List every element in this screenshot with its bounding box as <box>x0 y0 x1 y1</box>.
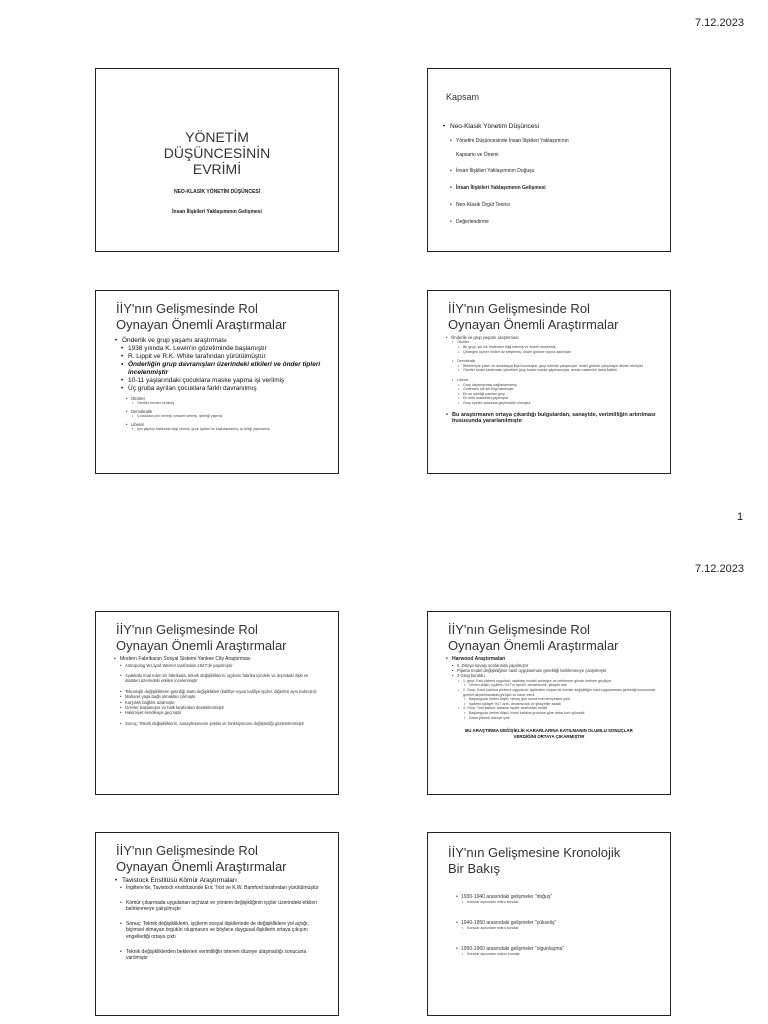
slide-subtitle: NEO-KLASİK YÖNETİM DÜŞÜNCESİ <box>173 189 261 195</box>
slide-heading: Kapsam <box>446 92 480 102</box>
list-item: • Önderlik ve grup yaşamı araştırması <box>446 335 662 340</box>
list-item: • 1940-1950 arasındaki gelişmeler "yükseliş" <box>456 921 660 926</box>
list-item: • İşçilerin şikâyet %17 arttı, devamsızlık ve şikayetler azaldı <box>464 702 660 707</box>
list-item: • Otoriter önder tarafından yönetilen grup kadar maske yapmamışlar, ancak maskeleri daha kaliteli <box>458 368 662 373</box>
list-item: • 1930-1940 arasındaki gelişmeler "doğuş" <box>456 895 660 900</box>
list-item: • Sonuç: Teknik değişikliklerin, sanayileşmenin şeklini ve fonksiyonunu değiştirdiği gözlemlenmiştir <box>120 721 310 726</box>
slide-heading: İİY'nın Gelişmesinde Rol Oynayan Önemli Araştırmalar <box>448 622 619 653</box>
list-item: • Değerlendirme <box>450 214 662 231</box>
list-item: • Başlangıçta üretim düştü, kısmi katılma grubuna göre daha hızlı yükseldi <box>464 711 660 716</box>
list-item: • Grup dayanışması sağlanamamış <box>458 383 662 388</box>
list-item: • Otoriter <box>452 340 662 345</box>
list-item: • Demokratik <box>126 409 332 414</box>
list-item: • R. Lippit ve R.K. White tarafından yürütülmüştür <box>120 353 332 361</box>
list-item: • Tavistock Enstitüsü Kömür Araştırmaları <box>114 877 328 885</box>
list-item: • En kötü maskeleri yapmışlar <box>458 396 662 401</box>
list-item: • Demokratik <box>452 359 662 364</box>
list-item: • İngiltere'de, Tavistock enstitüsünde Eric Trist ve K.W. Bamford tarafından yürütülmüştür <box>120 885 328 892</box>
list-item: • Modern Fabrikanın Sosyal Sistemi Yankee City Araştırması <box>114 656 330 663</box>
bullet-list <box>114 656 330 726</box>
slide-tavistock <box>95 832 339 1016</box>
list-item: • Konular açısından mikro konular <box>462 926 660 931</box>
list-item: • Çocuklara yön vermiş, cesaret vermiş, işbirliği yapmış <box>132 414 332 419</box>
list-item: • 10-11 yaşlarındaki çocuklara maske yapma işi verilmiş <box>120 377 332 385</box>
bullet-list <box>446 335 662 425</box>
list-item: • II. Dünya savaşı sonlarında yapılmıştır <box>452 663 660 668</box>
list-item: • Başlangıçta üretim düştü, birkaç gün sonra eski seviyesine çıktı <box>464 697 660 702</box>
list-item: • Daha yüksek düzeye çıktı <box>464 716 660 721</box>
list-item: • 1938 yılında K. Lewin'in gözetiminde başlamıştır <box>120 345 332 353</box>
list-item: • Teknik değişikliklerden beklenen verimliliğin istenen düzeye ulaşmadığı sonucuna varılmıştır <box>120 949 328 962</box>
page-date: 7.12.2023 <box>695 563 744 575</box>
list-item: • İnsan İlişkileri Yaklaşımının Gelişmesi <box>450 180 662 197</box>
list-item: • Konular açısından makro konular <box>462 952 660 957</box>
list-item: • Grevler başlamıştır ve halk tarafından desteklenmiştir <box>120 705 330 710</box>
list-item: • Bir grup, sık sık önderden bilgi istemiş ve önderi eleştirmiş <box>458 345 662 350</box>
list-item: • Karşılıklı bağlılık azalmıştır <box>120 700 330 705</box>
page-number: 1 <box>737 511 744 523</box>
bullet-list <box>442 119 662 231</box>
list-item: • Antropolog W.Llyod Warner tarafından 1947'de yapılmıştır <box>120 663 330 668</box>
slide-leadership-study <box>95 290 339 474</box>
bullet-list <box>456 895 660 957</box>
list-item: • 1. grup: Eski sistemi uyguladı: ustabaşı modeli anlatıyor ve belirlenen günde üretime geçiliyor <box>458 679 660 684</box>
list-item: • Önderlik ve grup yaşamı araştırması <box>114 337 332 345</box>
list-item: • 1950-1960 arasındaki gelişmeler "olgunlaşma" <box>456 947 660 952</box>
bullet-list <box>114 877 328 962</box>
list-item: • Otoriter emirler verilmiş <box>132 401 332 406</box>
slide-subtitle: İnsan İlişkileri Yaklaşımının Gelişmesi <box>172 209 262 215</box>
list-item: • Birbirleriyle yakın ve arkadaşça ilişki kurmuşlar, grup halinde çalışmışlar, önder gidince çalışmaya devam etmişler <box>458 364 662 369</box>
slide-title <box>95 68 339 252</box>
list-item: • 2. Grup: Komi katılma yöntemi uygulandı: işçilerden oluşan bir komite değişikliğin nasıl uygulanması gerektiği konusunda gerekli departmanlarla görüştü ve karar verdi <box>458 688 660 697</box>
list-item: • Teknolojik değişikliklerin getirdiği statü değişiklikleri (kaliflye-ıvyarı kalifiye işçiler, diğerleri aynı kalmıştır) <box>120 689 320 694</box>
list-item: • Otoriter <box>126 396 332 401</box>
list-item: • İnsan İlişkileri Yaklaşımının Doğuşu <box>450 163 662 180</box>
list-item: • Liberal <box>126 422 332 427</box>
list-item: • Maharet yaşa bağlı olmaktan çıkmıştır <box>120 694 330 699</box>
list-item: • Önderliğin grup davranışları üzerindeki etkileri ve önder tipleri incelenmiştir <box>120 361 332 377</box>
list-item: • Bu araştırmanın ortaya çıkardığı bulgulardan, sanayide, verimliliğin artırılması hususunda yararlanılmıştır <box>446 412 662 425</box>
list-item: • Neo-Klasik Yönetim Düşüncesi <box>442 119 662 135</box>
list-item: • Çekingen üyeler önderi az eleştirmiş, önder gidince oyuna dalmışlar <box>458 350 662 355</box>
slide-harwood <box>427 611 671 795</box>
list-item: • Neo-Klasik Örgüt Teorisi <box>450 197 662 214</box>
list-item: • 3 Grup kuruldu <box>452 673 660 678</box>
list-item: • İşin yapılışı hakkında bilgi vermiş, grup üyeleri ile kaynaşmamış, iş birliği yapmamış <box>132 427 302 432</box>
list-item: • Hakimiyet sendikaya geçmiştir <box>120 710 330 715</box>
list-item: • Üretim düştü, işçilerin %17'si ayrıldı, devamsızlık, şikayet arttı <box>464 683 660 688</box>
list-item: • Kömür çıkarmada uygulanan teçhizat ve yöntem değişikliğinin işçiler üzerindeki etkileri belirlenmeye çalışılmıştır <box>120 900 328 913</box>
list-item: • Sonuç: Teknik değişikliklerin, işçilerin sosyal ilişkilerinde de değişikliklere yol açtığı, biçimsel olmayan örgütün oluşmasını ve böylece duygusal ilişkilerin ortaya çıkışını engellediği ortaya çıktı <box>120 921 328 941</box>
slide-conclusion: BU ARAŞTIRMA DEĞİŞİKLİK KARARLARINA KATILMANIN OLUMLU SONUÇLAR VERDİĞİNİ ORTAYA ÇIKARMIŞTIR <box>465 728 633 740</box>
page-date: 7.12.2023 <box>695 17 744 29</box>
slide-heading: İİY'nın Gelişmesinde Rol Oynayan Önemli Araştırmalar <box>116 622 287 653</box>
bullet-list <box>114 337 332 432</box>
slide-kapsam <box>427 68 671 252</box>
slide-heading: İİY'nın Gelişmesinde Rol Oynayan Önemli Araştırmalar <box>116 301 287 332</box>
list-item: • Önderden sık sık bilgi istemişler <box>458 387 662 392</box>
list-item: • Liberal <box>452 378 662 383</box>
list-item: • Ayakkabı imal eden bir fabrikada, teknik değişikliklerin, işçilerin fabrika içindeki ve dışındaki ilişki ve statüleri üzerindeki etkileri incelenmiştir <box>120 673 310 684</box>
list-item: • Konular açısından mikro konular <box>462 900 660 905</box>
list-item: • Yönetim Düşüncesinde İnsan İlişkileri Yaklaşımının <box>450 135 662 147</box>
slide-heading: İİY'nın Gelişmesinde Rol Oynayan Önemli Araştırmalar <box>448 301 619 332</box>
slide-leadership-results <box>427 290 671 474</box>
slide-yankee-city <box>95 611 339 795</box>
list-item: • Grup üyeleri arasında geçimsizlik olmuştur <box>458 401 662 406</box>
list-item: • Üç gruba ayrılan çocuklara farklı davranılmış <box>120 385 332 393</box>
slide-heading: İİY'nın Gelişmesinde Rol Oynayan Önemli Araştırmalar <box>116 843 287 874</box>
list-item: • Harwood Araştırmaları <box>446 656 660 663</box>
list-item: • 3. Grup: Tam katılım: kararlar işçiler tarafından verildi <box>458 706 660 711</box>
list-item: • Pijama model değişikliğinin nasıl uygulanması gerektiği belirlenmeye çalışılmıştır <box>452 668 660 673</box>
bullet-list <box>446 656 660 720</box>
slide-heading: İİY'nın Gelişmesine Kronolojik Bir Bakış <box>448 845 621 876</box>
slide-chronology <box>427 832 671 1016</box>
list-item: • En az işbirliği yapılan grup <box>458 392 662 397</box>
slide-heading: YÖNETİM DÜŞÜNCESİNİN EVRİMİ <box>163 129 271 177</box>
list-item: Kapsamı ve Önemi <box>456 152 499 158</box>
